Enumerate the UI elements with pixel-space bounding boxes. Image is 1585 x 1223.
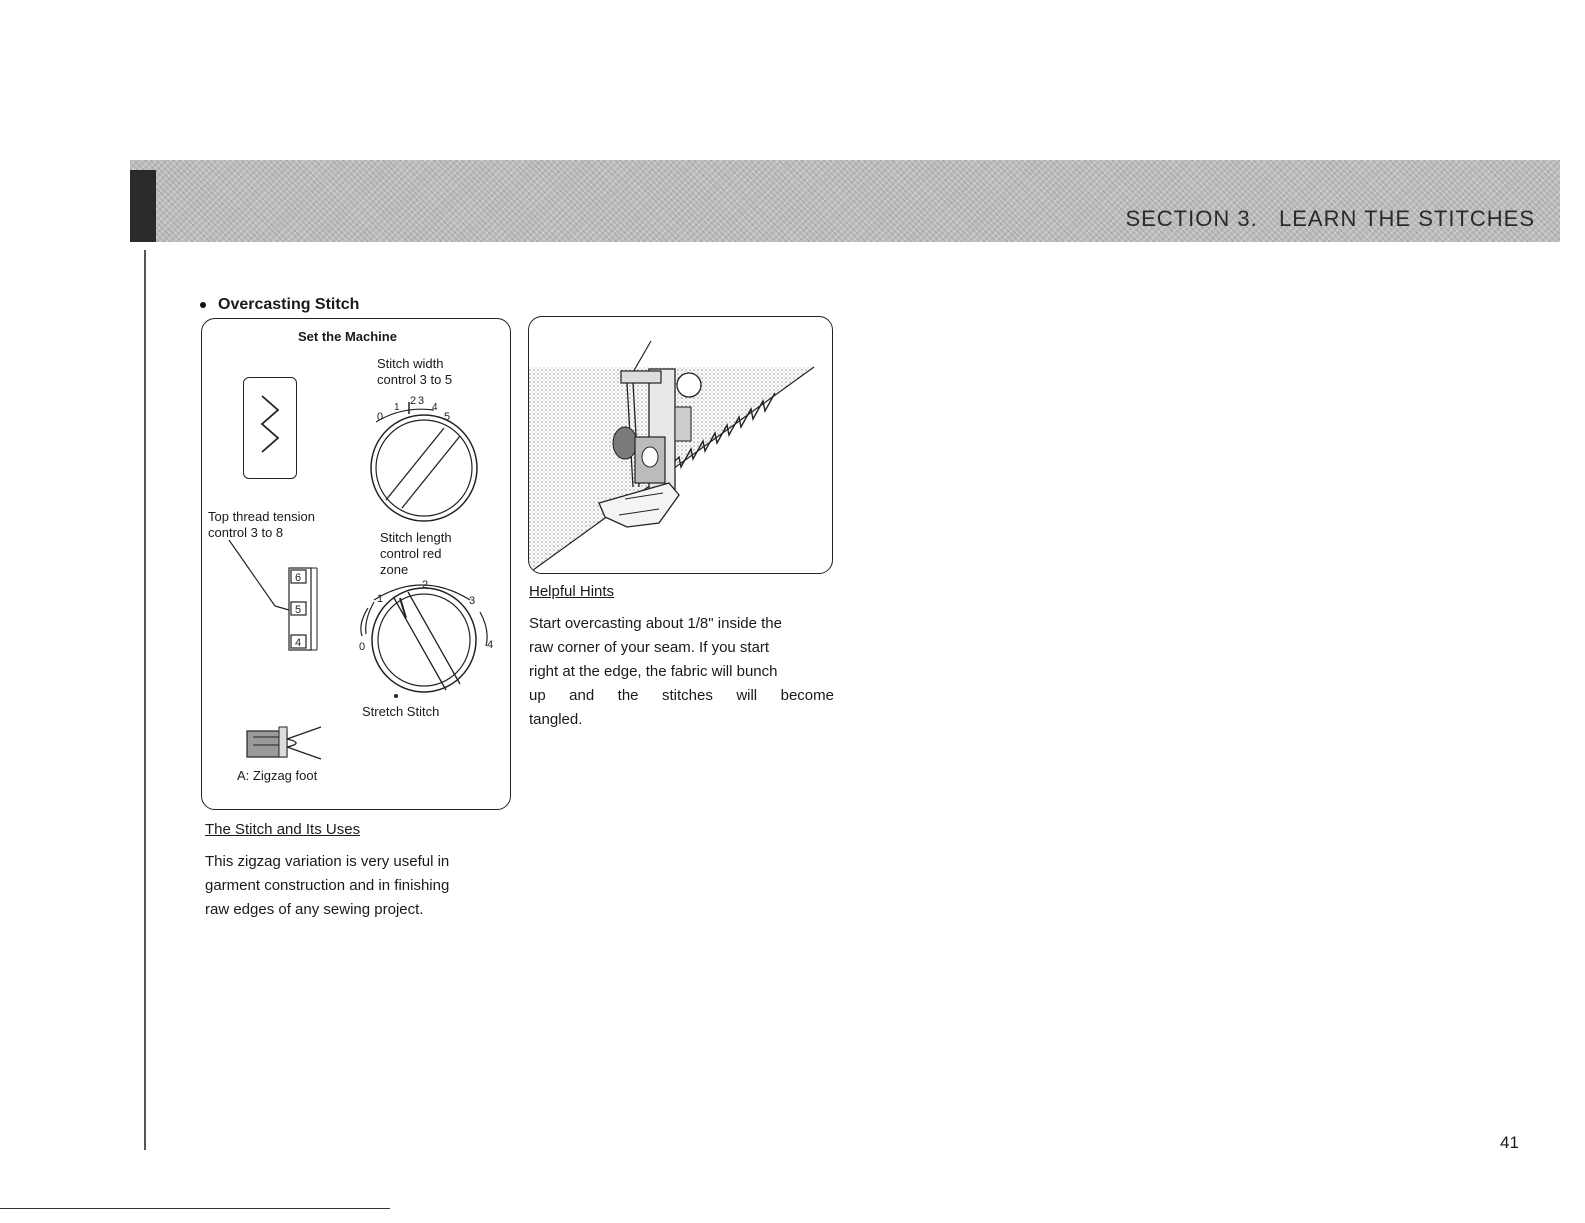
- page-number: 41: [1500, 1133, 1519, 1152]
- width-dial-tick-5: 5: [444, 411, 451, 423]
- hints-text: [529, 612, 834, 732]
- panel-title: Set the Machine: [298, 329, 397, 344]
- width-dial-tick-2: 2: [410, 395, 417, 407]
- uses-heading: The Stitch and Its Uses: [205, 821, 361, 838]
- stitch-length-dial-icon: [352, 572, 502, 702]
- hints-line-2: raw corner of your seam. If you start: [529, 639, 770, 656]
- tension-label-line1: Top thread tension: [208, 509, 315, 524]
- stitch-length-label-line3: zone: [380, 562, 409, 577]
- length-dial-tick-4: 4: [487, 639, 494, 651]
- hints-line-1: Start overcasting about 1/8" inside the: [529, 615, 782, 632]
- hints-word: will: [736, 687, 758, 704]
- uses-line-2: garment construction and in finishing: [205, 877, 450, 894]
- stitch-width-dial-icon: [362, 392, 488, 524]
- stitch-heading: [200, 296, 359, 314]
- overcasting-illustration: [528, 316, 833, 574]
- length-dial-tick-0: 0: [359, 641, 366, 653]
- tension-label-line2: control 3 to 8: [208, 525, 284, 540]
- stretch-stitch-label: Stretch Stitch: [362, 704, 440, 719]
- tension-number-4: 4: [295, 637, 302, 649]
- tension-number-5: 5: [295, 604, 302, 616]
- stitch-length-label-line2: control red: [380, 546, 442, 561]
- page-margin-rule: [144, 250, 146, 1150]
- section-title: SECTION 3. LEARN THE STITCHES: [1125, 206, 1535, 231]
- hints-line-3: right at the edge, the fabric will bunch: [529, 663, 778, 680]
- header-band-edge: [130, 170, 156, 242]
- zigzag-foot-label: A: Zigzag foot: [237, 768, 318, 783]
- uses-line-3: raw edges of any sewing project.: [205, 901, 424, 918]
- stitch-width-label-line2: control 3 to 5: [377, 372, 453, 387]
- overcast-pattern-icon: [243, 377, 297, 479]
- hints-word: become: [780, 687, 834, 704]
- stitch-length-label: [380, 530, 452, 578]
- tension-control-icon: [225, 540, 325, 660]
- length-dial-tick-3: 3: [469, 595, 476, 607]
- bullet-icon: [200, 302, 206, 308]
- tension-number-6: 6: [295, 572, 302, 584]
- hints-word: stitches: [661, 687, 713, 704]
- hints-line-4: [529, 684, 834, 708]
- stitch-width-label-line1: Stitch width: [377, 356, 444, 371]
- hints-heading: Helpful Hints: [529, 583, 615, 600]
- width-dial-tick-0: 0: [377, 411, 384, 423]
- uses-line-1: This zigzag variation is very useful in: [205, 853, 450, 870]
- hints-line-5: tangled.: [529, 711, 583, 728]
- width-dial-tick-3: 3: [418, 395, 425, 407]
- stitch-width-label: [377, 356, 452, 388]
- uses-text: [205, 850, 510, 922]
- stitch-heading-text: Overcasting Stitch: [218, 296, 360, 313]
- hints-word: the: [617, 687, 639, 704]
- length-dial-tick-2: 2: [422, 579, 429, 591]
- stitch-length-label-line1: Stitch length: [380, 530, 452, 545]
- bottom-rule: [0, 1208, 390, 1209]
- width-dial-tick-1: 1: [394, 402, 400, 413]
- zigzag-foot-icon: [245, 725, 325, 761]
- length-dial-tick-1: 1: [377, 593, 384, 605]
- hints-word: and: [569, 687, 595, 704]
- width-dial-tick-4: 4: [432, 402, 438, 413]
- tension-label: [208, 509, 315, 541]
- hints-word: up: [529, 687, 546, 704]
